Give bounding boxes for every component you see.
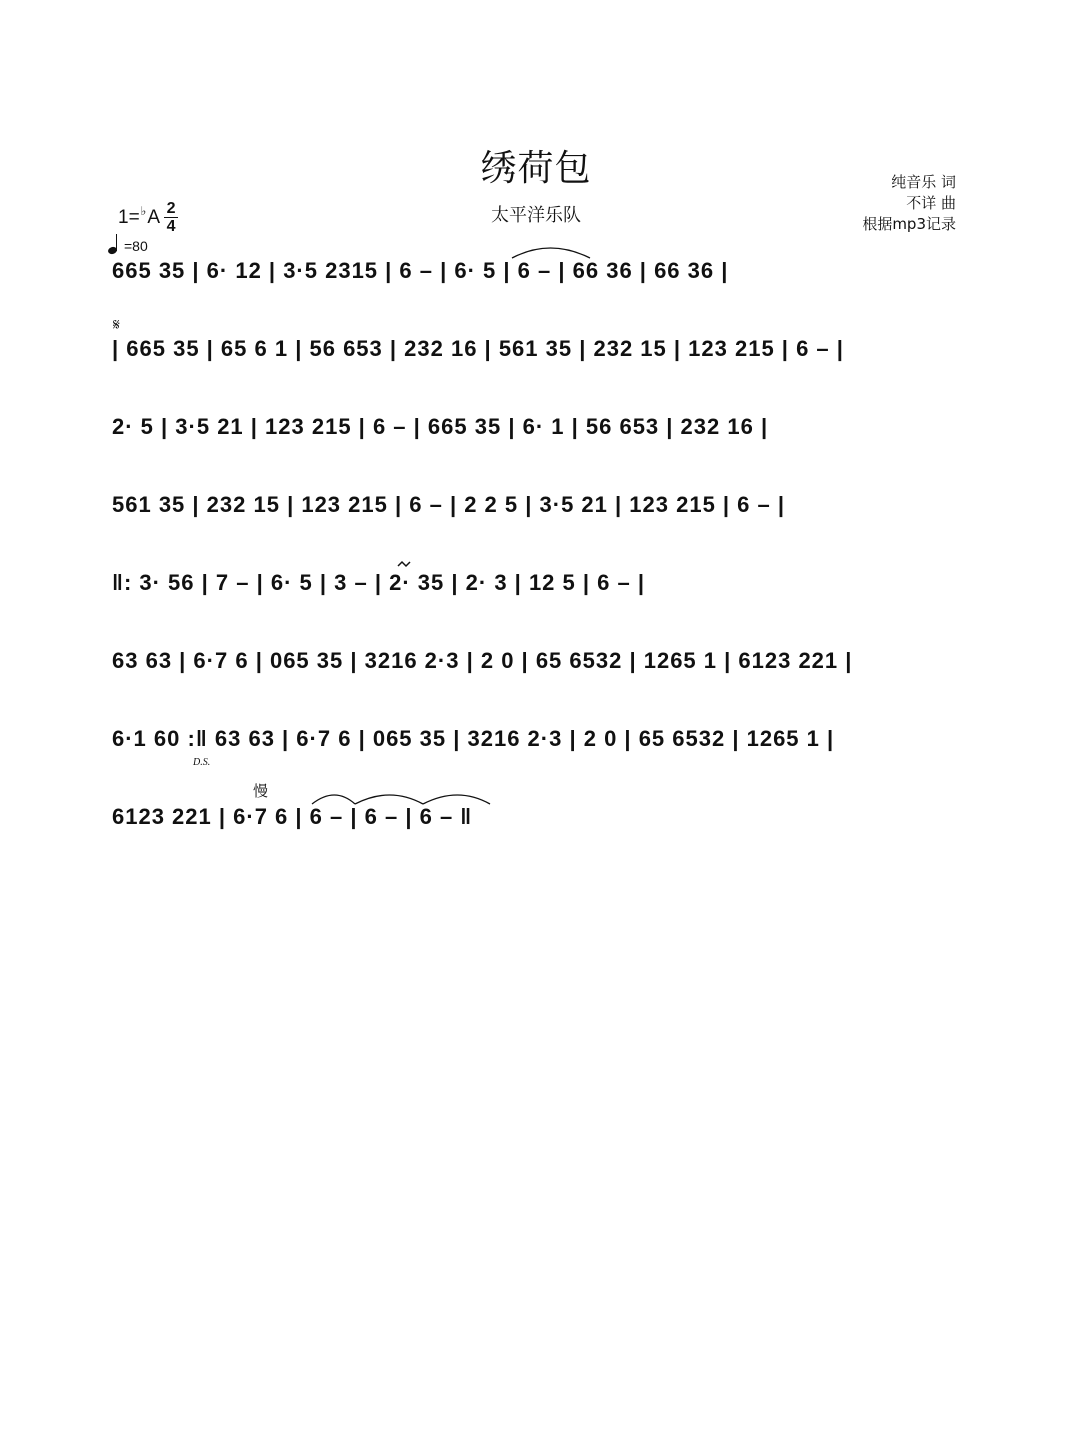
notation-line-1: 665 35 | 6· 12 | 3·5 2315 | 6 – | 6· 5 | 6 – | 66 36 | 66 36 | xyxy=(112,258,729,283)
key-prefix: 1= xyxy=(118,206,140,228)
flat-icon: ♭ xyxy=(140,203,147,218)
slur-arc xyxy=(512,248,590,258)
notation-line-7: 6·1 60 :‖ 63 63 | 6·7 6 | 065 35 | 3216 2·3 | 2 0 | 65 6532 | 1265 1 | xyxy=(112,726,835,751)
notation-line-6: 63 63 | 6·7 6 | 065 35 | 3216 2·3 | 2 0 | 65 6532 | 1265 1 | 6123 221 | xyxy=(112,648,853,673)
transcription-credit: 根据mp3记录 xyxy=(862,215,956,233)
tempo-marking xyxy=(108,234,148,254)
ds-mark: D.S. xyxy=(193,757,211,768)
time-bottom: 4 xyxy=(166,218,176,235)
credits xyxy=(862,172,956,235)
slur-arc xyxy=(355,795,423,804)
performer: 太平洋乐队 xyxy=(491,205,581,226)
time-top: 2 xyxy=(166,200,176,217)
slow-mark: 慢 xyxy=(253,782,269,800)
trill-mark xyxy=(398,562,410,566)
notation-line-4: 561 35 | 232 15 | 123 215 | 6 – | 2 2 5 | 3·5 21 | 123 215 | 6 – | xyxy=(112,492,786,517)
slur-arc xyxy=(312,795,355,804)
notation-line-8: 6123 221 | 6·7 6 | 6 – | 6 – | 6 – ‖ xyxy=(112,804,473,829)
tempo-value: =80 xyxy=(124,238,148,254)
segno-sign: 𝄋 xyxy=(113,315,120,334)
time-signature xyxy=(164,200,178,235)
key-note: A xyxy=(147,206,161,228)
score-title: 绣荷包 xyxy=(480,148,592,189)
notation-line-2: | 665 35 | 65 6 1 | 56 653 | 232 16 | 561 35 | 232 15 | 123 215 | 6 – | xyxy=(112,336,844,361)
quarter-note-icon xyxy=(108,234,120,254)
notation-line-3: 2· 5 | 3·5 21 | 123 215 | 6 – | 665 35 | 6· 1 | 56 653 | 232 16 | xyxy=(112,414,769,439)
key-signature xyxy=(118,200,178,235)
lyricist-credit: 纯音乐 词 xyxy=(891,173,956,191)
slur-arc xyxy=(423,795,490,804)
composer-credit: 不详 曲 xyxy=(906,194,956,212)
notation-line-5: ‖: 3· 56 | 7 – | 6· 5 | 3 – | 2· 35 | 2· 3 | 12 5 | 6 – | xyxy=(112,570,645,595)
